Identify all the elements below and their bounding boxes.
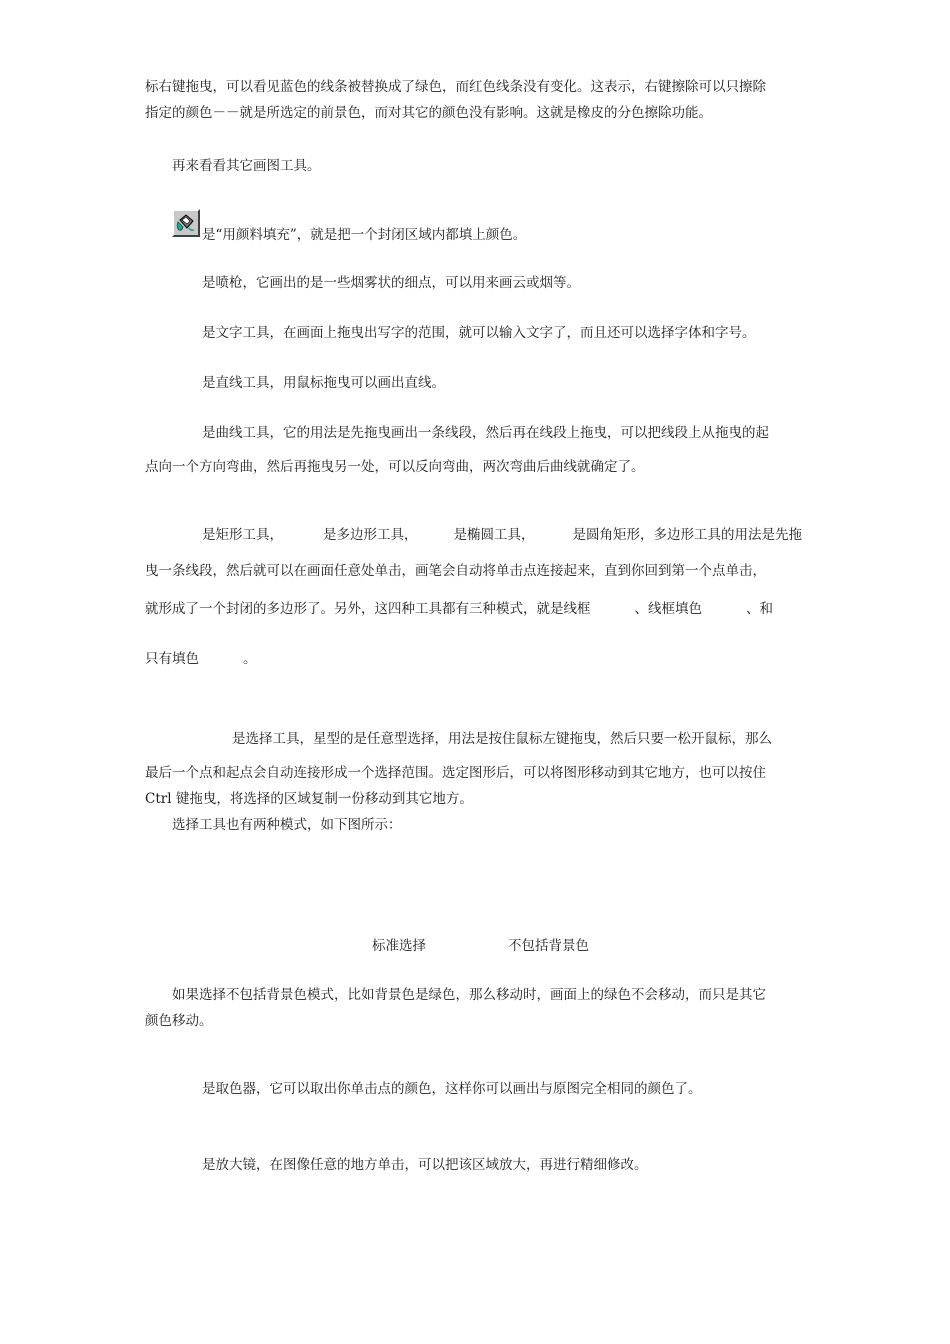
paragraph-shapes-line-3 [145,600,773,618]
paragraph-transparent-line-2: 颜色移动。 [145,1013,213,1029]
paragraph-fill-tool: 是“用颜料填充”，就是把一个封闭区域内都填上颜色。 [202,227,527,243]
paragraph-curve-line-2: 点向一个方向弯曲，然后再拖曳另一处，可以反向弯曲，两次弯曲后曲线就确定了。 [145,459,645,475]
caption-transparent-select: 不包括背景色 [508,938,589,954]
shapes-mode-text-b: 、线框填色 [634,601,702,617]
ellipse-tool-text: 是椭圆工具， [453,527,535,543]
paragraph-text-tool: 是文字工具，在画面上拖曳出写字的范围，就可以输入文字了，而且还可以选择字体和字号。 [202,325,756,341]
shapes-mode-text-c: 、和 [746,601,773,617]
paragraph-line-tool: 是直线工具，用鼠标拖曳可以画出直线。 [202,375,445,391]
paragraph-other-tools: 再来看看其它画图工具。 [172,158,321,174]
paint-bucket-icon [172,209,200,237]
paragraph-eraser-line-2: 指定的颜色－－就是所选定的前景色，而对其它的颜色没有影响。这就是橡皮的分色擦除功能。 [145,105,712,121]
paragraph-transparent-line-1: 如果选择不包括背景色模式，比如背景色是绿色，那么移动时，画面上的绿色不会移动，而只是其它 [172,987,766,1003]
paragraph-eraser-line-1: 标右键拖曳，可以看见蓝色的线条被替换成了绿色，而红色线条没有变化。这表示，右键擦除可以只擦除 [145,79,766,95]
paragraph-select-line-3: Ctrl 键拖曳，将选择的区域复制一份移动到其它地方。 [145,791,473,807]
paragraph-shapes-line-4 [145,650,257,668]
paragraph-curve-line-1: 是曲线工具，它的用法是先拖曳画出一条线段，然后再在线段上拖曳，可以把线段上从拖曳的起 [202,425,769,441]
paragraph-color-picker: 是取色器，它可以取出你单击点的颜色，这样你可以画出与原图完全相同的颜色了。 [202,1081,702,1097]
shapes-mode-text-d: 只有填色 [145,651,199,667]
shapes-mode-text-a: 就形成了一个封闭的多边形了。另外，这四种工具都有三种模式，就是线框 [145,601,591,617]
paragraph-select-line-2: 最后一个点和起点会自动连接形成一个选择范围。选定图形后，可以将图形移动到其它地方，也可以按住 [145,765,766,781]
rectangle-tool-text: 是矩形工具， [202,527,283,543]
rounded-rect-tool-text: 是圆角矩形，多边形工具的用法是先拖 [572,527,802,543]
paragraph-select-line-1: 是选择工具，星型的是任意型选择，用法是按住鼠标左键拖曳，然后只要一松开鼠标，那么 [232,731,772,747]
paragraph-select-modes: 选择工具也有两种模式，如下图所示： [172,817,402,833]
paragraph-airbrush: 是喷枪，它画出的是一些烟雾状的细点，可以用来画云或烟等。 [202,275,580,291]
polygon-tool-text: 是多边形工具， [323,527,418,543]
paragraph-magnifier: 是放大镜，在图像任意的地方单击，可以把该区域放大，再进行精细修改。 [202,1157,648,1173]
paragraph-shapes-line-2: 曳一条线段，然后就可以在画面任意处单击，画笔会自动将单击点连接起来，直到你回到第一个点单击， [145,563,766,579]
paragraph-shapes-line-1 [202,526,802,544]
shapes-mode-text-e: 。 [243,651,257,667]
caption-standard-select: 标准选择 [372,938,426,954]
